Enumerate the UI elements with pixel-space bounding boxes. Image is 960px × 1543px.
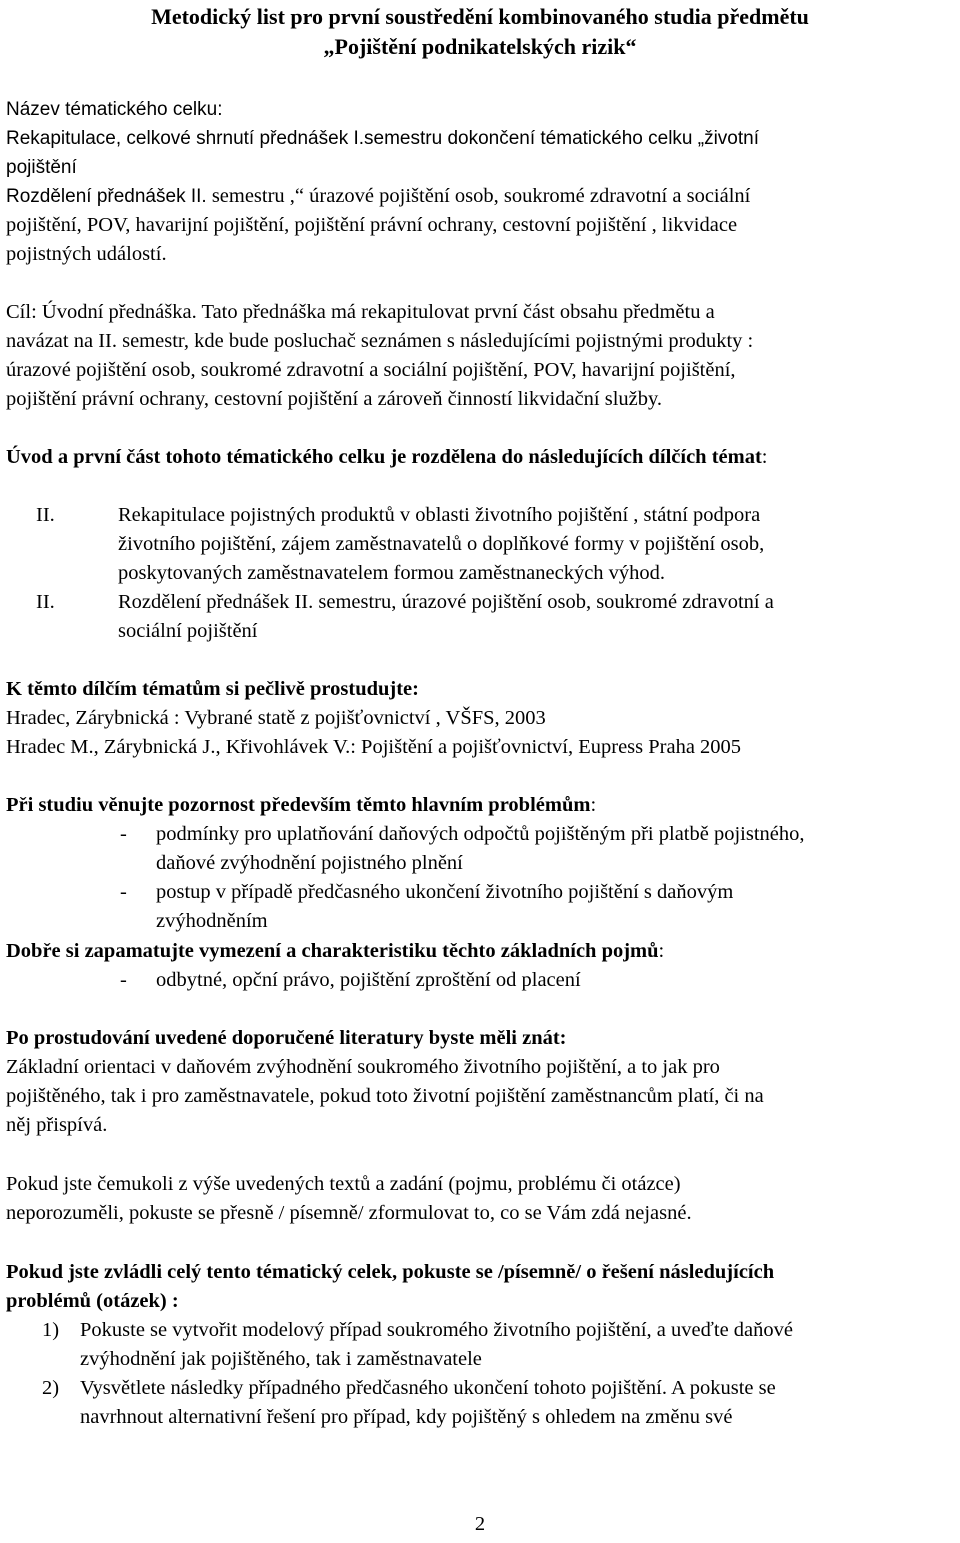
task-1-line-2: zvýhodnění jak pojištěného, tak i zaměstnavatele xyxy=(80,1348,482,1370)
topics-list-2-line-2: sociální pojištění xyxy=(118,620,258,642)
study-heading: K těmto dílčím tématům si pečlivě prostudujte: xyxy=(6,678,419,700)
task-2-line-2: navrhnout alternativní řešení pro případ, kdy pojištěný s ohledem na změnu své xyxy=(80,1406,733,1428)
title-line-2: „Pojištění podnikatelských rizik“ xyxy=(323,34,637,59)
topics-list-1-line-3: poskytovaných zaměstnavatelem formou zaměstnaneckých výhod. xyxy=(118,562,666,584)
goal-line-4: pojištění právní ochrany, cestovní pojištění a zároveň činností likvidační služby. xyxy=(6,388,663,410)
study-ref-2: Hradec M., Zárybnická J., Křivohlávek V.: Pojištění a pojišťovnictví, Eupress Praha 2005 xyxy=(6,736,742,758)
attention-2-line-1: postup v případě předčasného ukončení životního pojištění s daňovým xyxy=(156,881,734,903)
topics-list-num-2: II. xyxy=(36,591,55,613)
attention-heading-colon: : xyxy=(590,794,597,816)
know-line-2: pojištěného, tak i pro zaměstnavatele, pokud toto životní pojištění zaměstnancům platí, či na xyxy=(6,1085,764,1107)
unclear-line-2: neporozuměli, pokuste se přesně / písemně/ zformulovat to, co se Vám zdá nejasné. xyxy=(6,1202,692,1224)
topic-label: Název tématického celku: xyxy=(6,99,223,120)
goal-line-1: Cíl: Úvodní přednáška. Tato přednáška má rekapitulovat první část obsahu předmětu a xyxy=(6,301,715,323)
attention-1-line-1: podmínky pro uplatňování daňových odpočtů pojištěným při platbě pojistného, xyxy=(156,823,805,845)
attention-text-1 xyxy=(156,820,952,878)
topic-line-1: Rekapitulace, celkové shrnutí přednášek I.semestru dokončení tématického celku „životní xyxy=(6,128,759,149)
remember-text: odbytné, opční právo, pojištění zproštění od placení xyxy=(156,969,581,991)
attention-2-line-2: zvýhodněním xyxy=(156,910,268,932)
topic-line-5: pojistných událostí. xyxy=(6,243,167,265)
title-line-1: Metodický list pro první soustředění kombinovaného studia předmětu xyxy=(151,4,809,29)
topic-line-3 xyxy=(6,182,954,211)
attention-heading-text: Při studiu věnujte pozornost především těmto hlavním problémům xyxy=(6,794,591,816)
topics-list-1-line-2: životního pojištění, zájem zaměstnavatelů o doplňkové formy v pojištění osob, xyxy=(118,533,765,555)
goal-line-2: navázat na II. semestr, kde bude posluchač seznámen s následujícími pojistnými produkty : xyxy=(6,330,754,352)
document-title xyxy=(0,2,960,62)
know-heading: Po prostudování uvedené doporučené literatury byste měli znát: xyxy=(6,1027,567,1049)
remember-heading xyxy=(6,937,954,966)
attention-text-2 xyxy=(156,878,952,936)
know-line-3: něj přispívá. xyxy=(6,1114,108,1136)
remember-heading-colon: : xyxy=(658,940,665,962)
topics-list-text-2 xyxy=(118,588,952,646)
page-number: 2 xyxy=(474,1513,486,1535)
task-heading-line-1: Pokud jste zvládli celý tento tématický celek, pokuste se /písemně/ o řešení následujících xyxy=(6,1261,775,1283)
remember-dash: - xyxy=(120,969,127,991)
attention-heading xyxy=(6,791,954,820)
task-heading-line-2: problémů (otázek) : xyxy=(6,1290,179,1312)
task-num-1: 1) xyxy=(42,1319,60,1341)
topics-list-text-1 xyxy=(118,501,952,588)
topic-line-2: pojištění xyxy=(6,157,77,178)
attention-dash-2: - xyxy=(120,881,127,903)
attention-dash-1: - xyxy=(120,823,127,845)
topic-line-3-serif: semestru ,“ úrazové pojištění osob, soukromé zdravotní a sociální xyxy=(206,185,751,207)
topics-list-1-line-1: Rekapitulace pojistných produktů v oblasti životního pojištění , státní podpora xyxy=(118,504,761,526)
task-num-2: 2) xyxy=(42,1377,60,1399)
goal-line-3: úrazové pojištění osob, soukromé zdravotní a sociální pojištění, POV, havarijní pojištění, xyxy=(6,359,736,381)
know-line-1: Základní orientaci v daňovém zvýhodnění soukromého životního pojištění, a to jak pro xyxy=(6,1056,720,1078)
topics-list-num-1: II. xyxy=(36,504,55,526)
unclear-line-1: Pokud jste čemukoli z výše uvedených textů a zadání (pojmu, problému či otázce) xyxy=(6,1173,681,1195)
remember-heading-text: Dobře si zapamatujte vymezení a charakteristiku těchto základních pojmů xyxy=(6,940,659,962)
topics-list-2-line-1: Rozdělení přednášek II. semestru, úrazové pojištění osob, soukromé zdravotní a xyxy=(118,591,774,613)
attention-1-line-2: daňové zvýhodnění pojistného plnění xyxy=(156,852,463,874)
topic-line-3-sans: Rozdělení přednášek II. xyxy=(6,186,207,207)
task-2-line-1: Vysvětlete následky případného předčasného ukončení tohoto pojištění. A pokuste se xyxy=(80,1377,776,1399)
topic-line-4: pojištění, POV, havarijní pojištění, pojištění právní ochrany, cestovní pojištění , likvidace xyxy=(6,214,738,236)
study-ref-1: Hradec, Zárybnická : Vybrané statě z pojišťovnictví , VŠFS, 2003 xyxy=(6,707,546,729)
task-text-1 xyxy=(80,1316,954,1374)
task-text-2 xyxy=(80,1374,954,1432)
intro-heading-text: Úvod a první část tohoto tématického celku je rozdělena do následujících dílčích témat xyxy=(6,446,762,468)
intro-heading-colon: : xyxy=(761,446,768,468)
intro-heading xyxy=(6,443,954,472)
task-1-line-1: Pokuste se vytvořit modelový případ soukromého životního pojištění, a uveďte daňové xyxy=(80,1319,793,1341)
